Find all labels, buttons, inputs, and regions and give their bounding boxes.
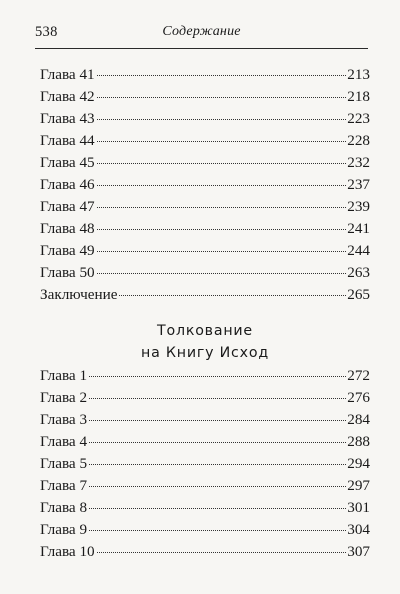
toc-entry-page: 284 (347, 411, 370, 428)
section-heading (40, 320, 370, 364)
toc-entry-label: Глава 46 (40, 176, 95, 193)
toc-entry (40, 519, 370, 541)
toc-entry-label: Глава 42 (40, 88, 95, 105)
dot-leader (97, 119, 347, 120)
toc-entry-label: Глава 1 (40, 367, 88, 384)
toc-entry-page: 301 (347, 499, 370, 516)
toc-entry-page: 228 (347, 132, 370, 149)
running-head (35, 22, 368, 49)
dot-leader (89, 442, 346, 443)
toc-entry-label: Глава 48 (40, 220, 95, 237)
toc-entry-label: Глава 43 (40, 110, 95, 127)
toc-list-part1 (40, 64, 370, 306)
dot-leader (89, 376, 346, 377)
toc-entry-page: 244 (347, 242, 370, 259)
dot-leader (97, 141, 347, 142)
toc-list-part2 (40, 365, 370, 563)
toc-entry (40, 365, 370, 387)
toc-entry-page: 265 (347, 286, 370, 303)
toc-entry (40, 152, 370, 174)
toc-entry-page: 241 (347, 220, 370, 237)
section-heading-line1: Толкование (157, 323, 253, 339)
toc-entry-page: 272 (347, 367, 370, 384)
toc-entry-page: 213 (347, 66, 370, 83)
dot-leader (89, 464, 346, 465)
toc-entry-label: Глава 47 (40, 198, 95, 215)
toc-entry (40, 284, 370, 306)
dot-leader (89, 486, 346, 487)
running-title: Содержание (162, 24, 241, 39)
toc-entry-page: 304 (347, 521, 370, 538)
dot-leader (97, 185, 347, 186)
toc-entry (40, 431, 370, 453)
toc-entry-label: Глава 3 (40, 411, 88, 428)
toc-entry-label: Заключение (40, 286, 118, 303)
toc-entry (40, 409, 370, 431)
dot-leader (89, 398, 346, 399)
toc-entry-page: 263 (347, 264, 370, 281)
dot-leader (97, 207, 347, 208)
toc-entry (40, 240, 370, 262)
toc-entry (40, 453, 370, 475)
toc-entry (40, 196, 370, 218)
dot-leader (89, 508, 346, 509)
toc-entry (40, 475, 370, 497)
toc-entry-label: Глава 8 (40, 499, 88, 516)
toc-entry-label: Глава 5 (40, 455, 88, 472)
dot-leader (97, 163, 347, 164)
toc-entry-label: Глава 9 (40, 521, 88, 538)
dot-leader (119, 295, 346, 296)
dot-leader (97, 552, 347, 553)
toc-entry (40, 387, 370, 409)
toc-entry-page: 237 (347, 176, 370, 193)
toc-entry (40, 541, 370, 563)
toc-entry-page: 288 (347, 433, 370, 450)
toc-entry-page: 307 (347, 543, 370, 560)
toc-entry-page: 223 (347, 110, 370, 127)
toc-entry-page: 276 (347, 389, 370, 406)
toc-entry (40, 86, 370, 108)
toc-entry (40, 218, 370, 240)
toc-entry (40, 64, 370, 86)
dot-leader (97, 75, 347, 76)
dot-leader (97, 229, 347, 230)
toc-entry (40, 130, 370, 152)
toc-entry-page: 232 (347, 154, 370, 171)
toc-entry (40, 262, 370, 284)
page-number: 538 (35, 24, 58, 40)
dot-leader (89, 420, 346, 421)
toc-entry-label: Глава 2 (40, 389, 88, 406)
toc-entry-label: Глава 10 (40, 543, 95, 560)
toc-entry-label: Глава 7 (40, 477, 88, 494)
toc-entry (40, 174, 370, 196)
toc-entry-label: Глава 44 (40, 132, 95, 149)
toc-entry-page: 218 (347, 88, 370, 105)
toc-entry-label: Глава 4 (40, 433, 88, 450)
toc-entry (40, 108, 370, 130)
toc-entry-label: Глава 45 (40, 154, 95, 171)
dot-leader (97, 273, 347, 274)
section-heading-line2: на Книгу Исход (141, 345, 269, 361)
toc-entry-page: 239 (347, 198, 370, 215)
toc-entry-page: 294 (347, 455, 370, 472)
toc-entry (40, 497, 370, 519)
toc-entry-page: 297 (347, 477, 370, 494)
dot-leader (97, 251, 347, 252)
toc-entry-label: Глава 50 (40, 264, 95, 281)
toc-entry-label: Глава 41 (40, 66, 95, 83)
dot-leader (97, 97, 347, 98)
dot-leader (89, 530, 346, 531)
toc-entry-label: Глава 49 (40, 242, 95, 259)
